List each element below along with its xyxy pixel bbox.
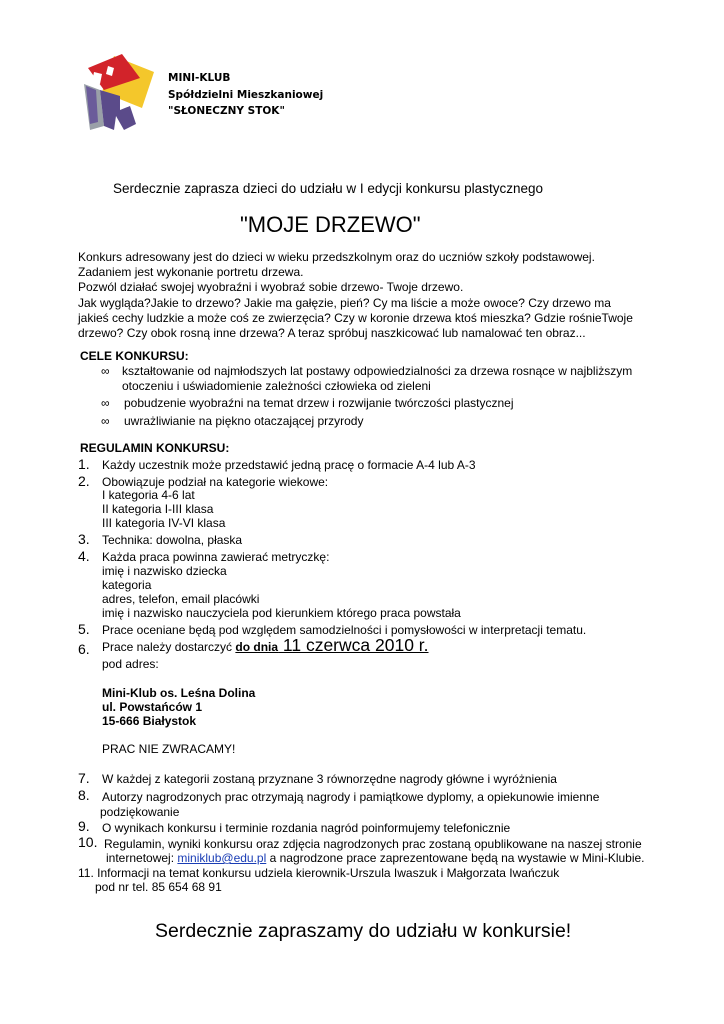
rule-number: 6. [78, 641, 90, 657]
rule-item: Technika: dowolna, płaska [102, 533, 243, 547]
website-suffix: a nagrodzone prace zaprezentowane będą na wystawie w Mini-Klubie. [266, 851, 645, 865]
rule-item: O wynikach konkursu i terminie rozdania nagród poinformujemy telefonicznie [102, 821, 511, 835]
rule-number: 9. [78, 818, 90, 834]
address-label: pod adres: [102, 657, 159, 671]
infinity-bullet-icon: ∞ [101, 396, 110, 410]
org-line-1: MINI-KLUB [168, 72, 231, 84]
description-line: Zadaniem jest wykonanie portretu drzewa. [78, 265, 304, 280]
rules-heading: REGULAMIN KONKURSU: [80, 441, 230, 455]
deadline-date: 11 czerwca 2010 r. [278, 635, 429, 655]
contest-title: "MOJE DRZEWO" [240, 212, 421, 237]
no-return-notice: PRAC NIE ZWRACAMY! [102, 742, 236, 756]
description-line: jakieś cechy ludzkie a może coś ze zwierzęcia? Czy w koronie drzewa ktoś mieszka? Gdzie rośnieTwoje [78, 310, 633, 325]
rule-item: Obowiązuje podział na kategorie wiekowe: [102, 475, 329, 489]
address-line: Mini-Klub os. Leśna Dolina [102, 686, 256, 700]
description-line: Konkurs adresowany jest do dzieci w wieku przedszkolnym oraz do uczniów szkoły podstawowej. [78, 250, 595, 264]
rule-subitem: II kategoria I-III klasa [102, 502, 214, 516]
goal-item-continued: otoczeniu i uświadomienie zależności człowieka od zieleni [122, 379, 431, 393]
rule-number: 4. [78, 548, 90, 564]
rule-number: 2. [78, 473, 90, 489]
rule-item: W każdej z kategorii zostaną przyznane 3 równorzędne nagrody główne i wyróżnienia [102, 772, 557, 786]
rule-item: Każdy uczestnik może przedstawić jedną pracę o formacie A-4 lub A-3 [102, 458, 476, 472]
rule-item: Autorzy nagrodzonych prac otrzymają nagrody i pamiątkowe dyplomy, a opiekunowie imienne [102, 790, 600, 804]
org-line-3: "SŁONECZNY STOK" [168, 105, 285, 117]
contact-email-link[interactable]: miniklub@edu.pl [177, 851, 267, 865]
infinity-bullet-icon: ∞ [101, 364, 110, 378]
rule-item: 11. Informacji na temat konkursu udziela kierownik-Urszula Iwaszuk i Małgorzata Iwańczuk [78, 866, 560, 880]
rule-subitem: III kategoria IV-VI klasa [102, 516, 226, 530]
org-name-block [168, 70, 323, 120]
rule-number: 8. [78, 787, 90, 803]
goals-heading: CELE KONKURSU: [80, 349, 189, 363]
deadline-bold: do dnia [235, 640, 279, 654]
goal-item: uwrażliwianie na piękno otaczającej przyrody [124, 414, 364, 428]
rule-item-continued [106, 851, 645, 866]
infinity-bullet-icon: ∞ [101, 414, 110, 428]
phone-number: pod nr tel. 85 654 68 91 [95, 880, 222, 894]
description-paragraph [78, 250, 698, 341]
goal-item: pobudzenie wyobraźni na temat drzew i rozwijanie twórczości plastycznej [124, 396, 514, 410]
rule-item-deadline [102, 635, 429, 655]
deadline-prefix: Prace należy dostarczyć [102, 640, 236, 654]
website-prefix: internetowej: [106, 851, 178, 865]
org-line-2: Spółdzielni Mieszkaniowej [168, 88, 324, 101]
description-line: Jak wygląda?Jakie to drzewo? Jakie ma gałęzie, pień? Cy ma liście a może owoce? Czy drzewo ma [78, 295, 611, 310]
description-line: Pozwól działać swojej wyobraźni i wyobraź sobie drzewo- Twoje drzewo. [78, 280, 464, 295]
address-line: ul. Powstańców 1 [102, 700, 203, 714]
mini-klub-logo [80, 50, 160, 132]
rule-number: 3. [78, 531, 90, 547]
rule-item: Regulamin, wyniki konkursu oraz zdjęcia nagrodzonych prac zostaną opublikowane na naszej stronie [104, 837, 642, 851]
rule-number: 1. [78, 456, 90, 472]
rule-item: Prace oceniane będą pod względem samodzielności i pomysłowości w interpretacji tematu. [102, 623, 587, 637]
rule-number: 10. [78, 834, 98, 850]
closing-invitation: Serdecznie zapraszamy do udziału w konkursie! [155, 920, 572, 942]
rule-item-continued: podziękowanie [100, 805, 180, 819]
rule-subitem: I kategoria 4-6 lat [102, 488, 195, 502]
address-line: 15-666 Białystok [102, 714, 197, 728]
description-line: drzewo? Czy obok rosną inne drzewa? A teraz spróbuj naszkicować lub namalować ten obraz... [78, 326, 586, 341]
intro-text: Serdecznie zaprasza dzieci do udziału w I edycji konkursu plastycznego [113, 181, 543, 196]
rule-number: 7. [78, 770, 90, 786]
goal-item: kształtowanie od najmłodszych lat postawy odpowiedzialności za drzewa rosnące w najbliższym [122, 364, 633, 378]
rule-subitem: adres, telefon, email placówki [102, 592, 260, 606]
rule-subitem: kategoria [102, 578, 152, 592]
rule-number: 5. [78, 621, 90, 637]
rule-subitem: imię i nazwisko dziecka [102, 564, 227, 578]
rule-item: Każda praca powinna zawierać metryczkę: [102, 550, 330, 564]
rule-subitem: imię i nazwisko nauczyciela pod kierunkiem którego praca powstała [102, 606, 461, 620]
